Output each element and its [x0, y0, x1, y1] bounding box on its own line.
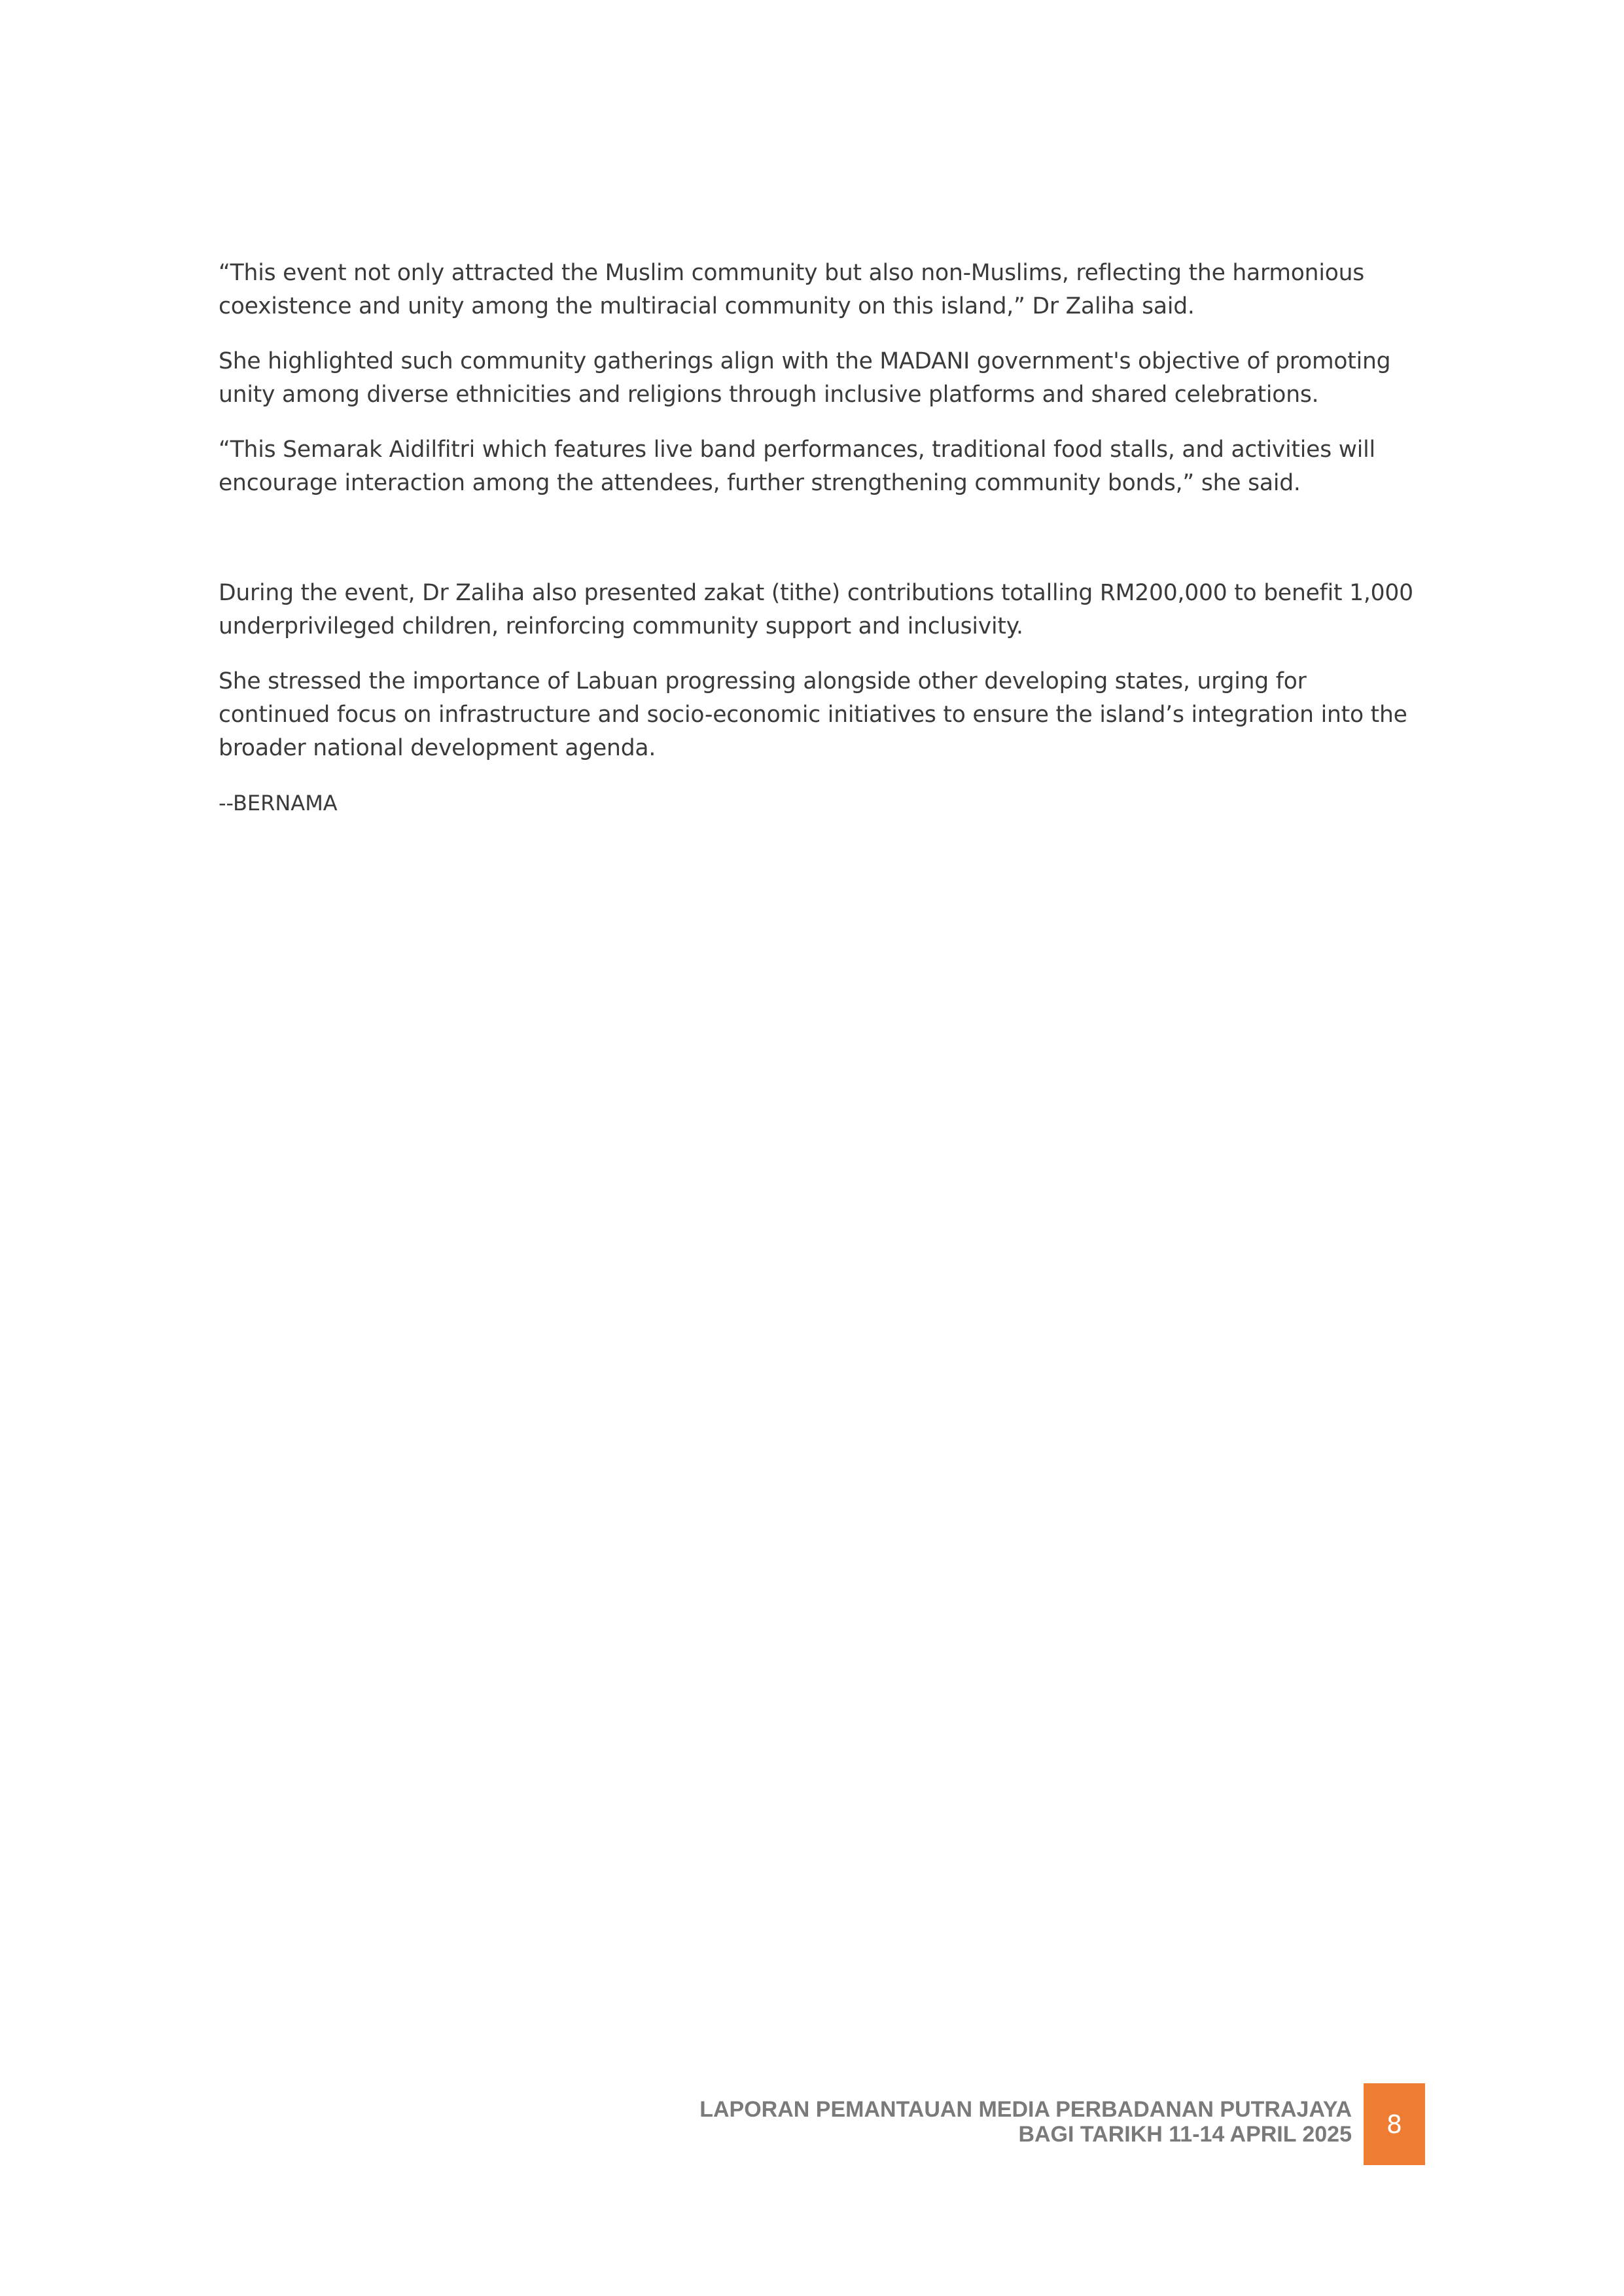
- article-paragraph: She stressed the importance of Labuan progressing alongside other developing states, urging for continued focus on infrastructure and socio-economic initiatives to ensure the island’s integration into the broader national development agenda.: [219, 668, 1407, 761]
- article-byline: --BERNAMA: [219, 791, 338, 816]
- article-paragraph: She highlighted such community gatherings align with the MADANI government's objective of promoting unity among diverse ethnicities and religions through inclusive platforms and shared celebrations.: [219, 348, 1391, 408]
- article-body: [219, 257, 1416, 842]
- footer-title-line-2: BAGI TARIKH 11-14 APRIL 2025: [1018, 2122, 1352, 2147]
- footer-title-line-1: LAPORAN PEMANTAUAN MEDIA PERBADANAN PUTRAJAYA: [699, 2097, 1352, 2122]
- page-number-badge: 8: [1364, 2083, 1425, 2165]
- footer-report-title: [699, 2097, 1352, 2147]
- article-paragraph: During the event, Dr Zaliha also presented zakat (tithe) contributions totalling RM200,000 to benefit 1,000 underprivileged children, reinforcing community support and inclusivity.: [219, 580, 1413, 639]
- article-paragraph: “This event not only attracted the Muslim community but also non-Muslims, reflecting the harmonious coexistence and unity among the multiracial community on this island,” Dr Zaliha said.: [219, 260, 1365, 319]
- article-paragraph: “This Semarak Aidilfitri which features live band performances, traditional food stalls, and activities will encourage interaction among the attendees, further strengthening community bonds,” she said.: [219, 437, 1375, 496]
